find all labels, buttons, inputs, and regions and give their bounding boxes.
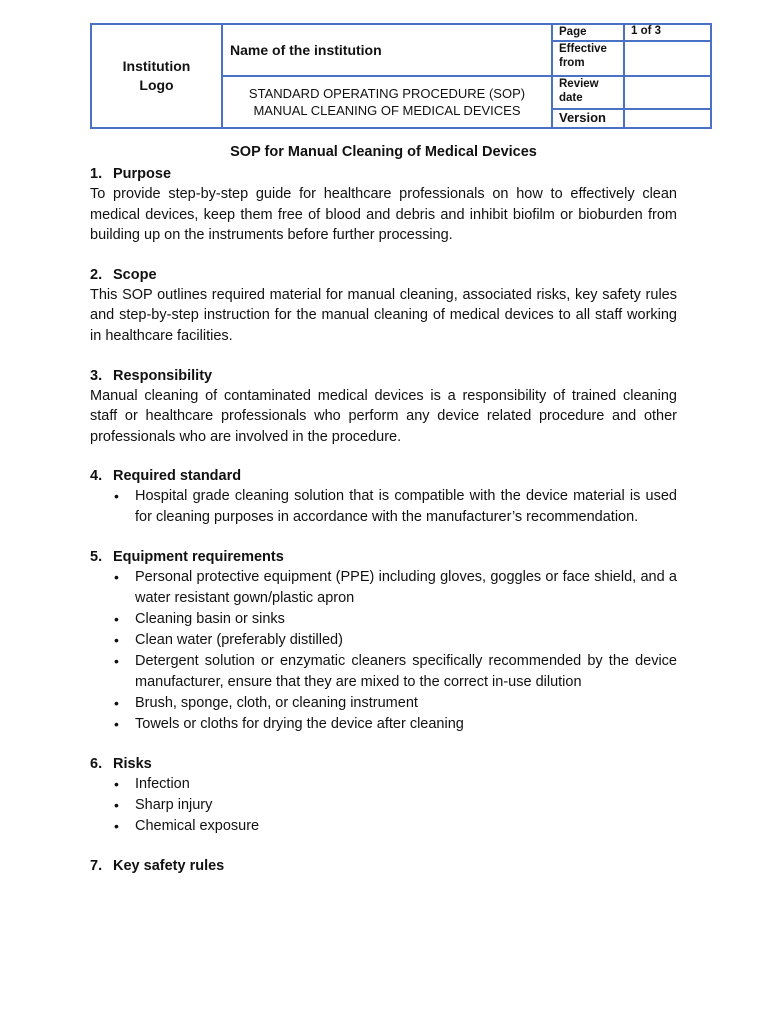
section-title: Purpose [113,166,172,182]
institution-logo-text: Institution Logo [122,58,191,93]
section-number: 6. [90,756,103,773]
list-item: • Brush, sponge, cloth, or cleaning instrument [90,693,677,714]
section-heading [90,547,677,567]
section-title: Risks [113,756,152,773]
section-number: 5. [90,549,103,566]
section-text: To provide step-by-step guide for healthcare professionals on how to effectively clean medical devices, keep them free of blood and debris and inhibit biofilm or bioburden from building up on the instruments before further processing. [90,186,677,244]
section-heading [90,856,677,876]
version-label: Version [552,109,624,128]
section-heading [90,466,677,486]
section-number: 7. [90,858,103,875]
review-date-label: Review date [552,76,624,109]
section-heading [90,265,677,285]
section-number: 4. [90,468,103,485]
bullet-icon: • [114,611,119,628]
document-body [90,144,677,876]
version-value [624,109,711,128]
bullet-list [90,774,677,837]
list-item: • Chemical exposure [90,816,677,837]
section-text: This SOP outlines required material for manual cleaning, associated risks, key safety rules and step-by-step instruction for the manual cleaning of medical devices to all staff working in healthcare facilities. [90,286,677,344]
list-item: • Cleaning basin or sinks [90,609,677,630]
section-heading [90,754,677,774]
bullet-icon: • [114,797,119,814]
list-item: • Detergent solution or enzymatic cleaners specifically recommended by the device manufacturer, ensure that they are mixed to the correct in-use dilution [114,653,677,691]
institution-name: Name of the institution [222,24,552,76]
section-heading [90,164,677,184]
bullet-icon: • [114,569,119,586]
list-item: • Personal protective equipment (PPE) including gloves, goggles or face shield, and a water resistant gown/plastic apron [114,569,677,607]
bullet-icon: • [114,653,119,670]
page-label: Page [552,24,624,41]
bullet-list [90,567,677,735]
section-text: Manual cleaning of contaminated medical devices is a responsibility of trained cleaning staff or healthcare professionals who perform any device related procedure and other professionals who are involved in the procedure. [90,387,677,445]
bullet-list [90,486,677,528]
section-title: Equipment requirements [113,549,284,566]
bullet-icon: • [114,695,119,712]
bullet-icon: • [114,632,119,649]
section-title: Key safety rules [113,858,225,875]
institution-logo-cell [91,24,222,128]
list-item: • Sharp injury [90,795,677,816]
sop-title-cell [222,76,552,128]
sop-title-line1: STANDARD OPERATING PROCEDURE (SOP) [248,86,526,101]
effective-from-label: Effective from [552,41,624,76]
section-heading [90,366,677,386]
review-date-value [624,76,711,109]
bullet-icon: • [114,716,119,733]
page-value: 1 of 3 [624,24,711,41]
list-item: • Infection [90,774,677,795]
section-title: Scope [113,266,157,283]
section-title: Responsibility [113,367,213,384]
sop-header-table [90,23,712,129]
document-title: SOP for Manual Cleaning of Medical Devices [230,144,537,160]
list-item: • Clean water (preferably distilled) [90,630,677,651]
list-item: • Towels or cloths for drying the device after cleaning [90,714,677,735]
list-item: • Hospital grade cleaning solution that is compatible with the device material is used for cleaning purposes in accordance with the manufacturer’s recommendation. [114,488,677,526]
effective-from-value [624,41,711,76]
sop-title-line2: MANUAL CLEANING OF MEDICAL DEVICES [253,103,521,118]
section-number: 3. [90,367,103,384]
bullet-icon: • [114,818,119,835]
bullet-icon: • [114,488,119,505]
section-number: 2. [90,266,103,283]
section-title: Required standard [113,468,242,485]
section-number: 1. [90,166,103,182]
bullet-icon: • [114,776,119,793]
